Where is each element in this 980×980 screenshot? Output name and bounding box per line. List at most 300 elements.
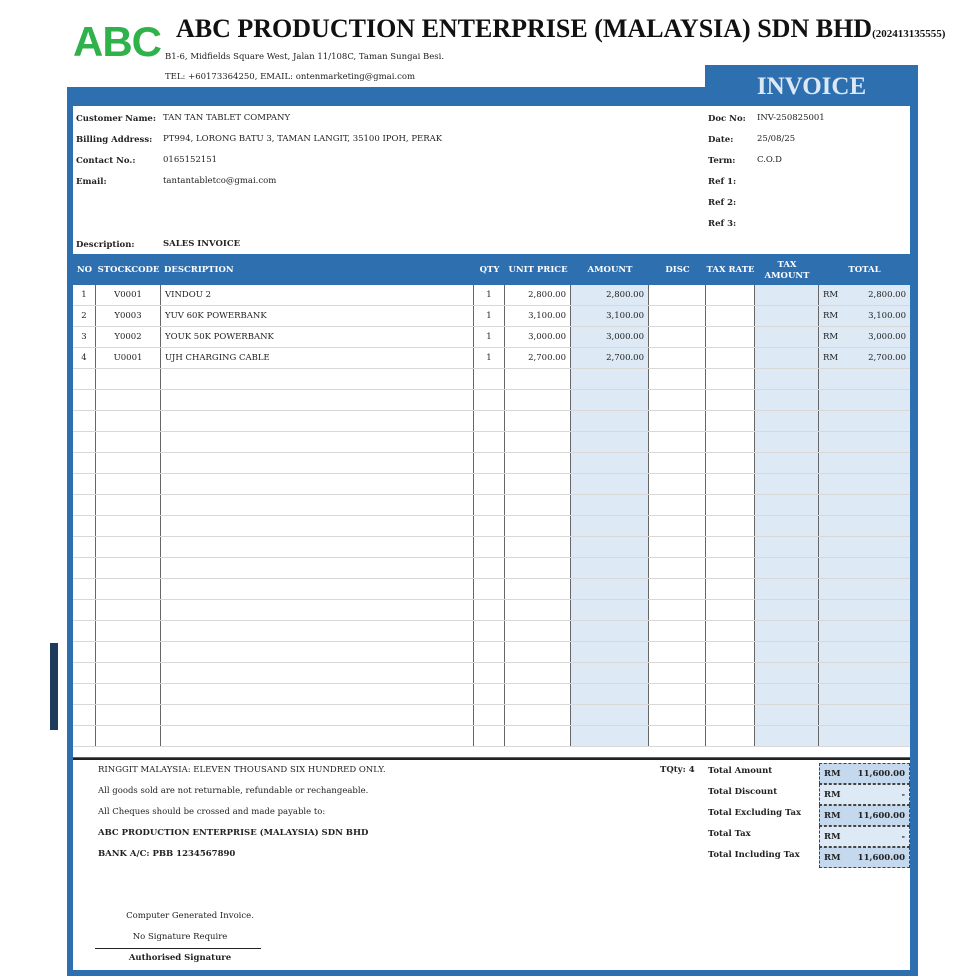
cell-qty [474, 663, 505, 683]
cell-unit-price [505, 642, 571, 662]
cell-unit-price [505, 663, 571, 683]
cell-unit-price [505, 537, 571, 557]
cell-amount [571, 495, 649, 515]
cell-qty [474, 705, 505, 725]
cell-unit-price [505, 558, 571, 578]
col-no: NO [76, 265, 93, 275]
col-disc: DISC [665, 265, 690, 275]
doc-no-label: Doc No: [708, 114, 746, 124]
cell-qty [474, 453, 505, 473]
cell-unit-price [505, 495, 571, 515]
cell-tax-rate [706, 579, 755, 599]
cell-description [161, 684, 474, 704]
cell-tax-amount [755, 348, 819, 368]
cell-amount [571, 642, 649, 662]
cell-stockcode [96, 579, 161, 599]
cell-disc [649, 600, 706, 620]
cell-total [819, 453, 910, 473]
cell-no: 2 [73, 306, 96, 326]
cell-no [73, 432, 96, 452]
cell-disc [649, 453, 706, 473]
cell-tax-amount [755, 663, 819, 683]
cell-stockcode [96, 390, 161, 410]
cell-stockcode [96, 495, 161, 515]
cell-tax-amount [755, 726, 819, 746]
cell-disc [649, 306, 706, 326]
table-row [73, 306, 910, 327]
cell-tax-rate [706, 516, 755, 536]
cell-amount [571, 453, 649, 473]
cell-tax-amount [755, 600, 819, 620]
currency: RM [824, 789, 841, 800]
cell-unit-price [505, 726, 571, 746]
cell-qty [474, 474, 505, 494]
currency: RM [824, 852, 841, 863]
cell-stockcode [96, 474, 161, 494]
cell-tax-amount [755, 621, 819, 641]
cell-total [819, 474, 910, 494]
cell-qty [474, 432, 505, 452]
table-row [73, 327, 910, 348]
cell-stockcode [96, 705, 161, 725]
cell-stockcode [96, 621, 161, 641]
cell-unit-price [505, 390, 571, 410]
registration-number: (202413135555) [872, 28, 946, 40]
contact-number: 0165152151 [163, 155, 218, 165]
cell-stockcode [96, 453, 161, 473]
cell-stockcode [96, 411, 161, 431]
cell-tax-rate [706, 537, 755, 557]
cell-no [73, 663, 96, 683]
cell-no [73, 453, 96, 473]
customer-name-label: Customer Name: [76, 114, 156, 124]
cell-tax-rate [706, 327, 755, 347]
currency: RM [824, 831, 841, 842]
table-row [73, 558, 910, 579]
cell-tax-rate [706, 600, 755, 620]
cell-amount [571, 537, 649, 557]
col-description: DESCRIPTION [164, 265, 234, 275]
cell-tax-rate [706, 369, 755, 389]
cell-description [161, 642, 474, 662]
cell-stockcode [96, 558, 161, 578]
cell-qty [474, 369, 505, 389]
cell-tax-rate [706, 285, 755, 305]
table-row [73, 684, 910, 705]
cell-unit-price: 2,800.00 [505, 285, 571, 305]
cell-total [819, 558, 910, 578]
no-signature-note: No Signature Require [132, 932, 228, 942]
bank-account: BANK A/C: PBB 1234567890 [98, 849, 236, 859]
date-label: Date: [708, 135, 734, 145]
cell-unit-price [505, 432, 571, 452]
cell-total [819, 327, 910, 347]
cell-total [819, 579, 910, 599]
table-row [73, 579, 910, 600]
col-unit-price: UNIT PRICE [508, 265, 568, 275]
cell-total [819, 642, 910, 662]
cell-no [73, 558, 96, 578]
cell-no [73, 474, 96, 494]
cell-tax-amount [755, 306, 819, 326]
cell-total [819, 306, 910, 326]
customer-info-panel [73, 106, 910, 254]
cell-total [819, 516, 910, 536]
cell-qty [474, 537, 505, 557]
cell-amount: 2,800.00 [571, 285, 649, 305]
cell-stockcode [96, 726, 161, 746]
cell-disc [649, 642, 706, 662]
cell-disc [649, 285, 706, 305]
cell-total [819, 600, 910, 620]
cell-amount [571, 600, 649, 620]
amount-in-words: RINGGIT MALAYSIA: ELEVEN THOUSAND SIX HUNDRED ONLY. [98, 765, 386, 775]
cell-tax-rate [706, 495, 755, 515]
email-label: Email: [76, 177, 107, 187]
table-row [73, 621, 910, 642]
company-address: B1-6, Midfields Square West, Jalan 11/108C, Taman Sungai Besi. [165, 52, 445, 62]
table-row [73, 411, 910, 432]
customer-name: TAN TAN TABLET COMPANY [163, 113, 291, 123]
col-stockcode: STOCKCODE [97, 265, 160, 275]
cell-unit-price: 3,100.00 [505, 306, 571, 326]
col-tax-amount: TAX AMOUNT [764, 259, 810, 281]
cell-total [819, 621, 910, 641]
billing-address: PT994, LORONG BATU 3, TAMAN LANGIT, 35100 IPOH, PERAK [163, 134, 443, 144]
cell-unit-price: 3,000.00 [505, 327, 571, 347]
cell-qty: 1 [474, 327, 505, 347]
cell-unit-price [505, 579, 571, 599]
table-row [73, 390, 910, 411]
cell-qty: 1 [474, 348, 505, 368]
cell-description [161, 390, 474, 410]
cell-tax-amount [755, 558, 819, 578]
line-total: 2,800.00 [868, 290, 906, 300]
cell-tax-amount [755, 327, 819, 347]
cell-disc [649, 726, 706, 746]
payee-name: ABC PRODUCTION ENTERPRISE (MALAYSIA) SDN BHD [98, 828, 369, 838]
cell-amount [571, 726, 649, 746]
col-total: TOTAL [848, 265, 881, 275]
cell-no [73, 726, 96, 746]
total-label: Total Excluding Tax [708, 808, 802, 818]
amount: - [901, 789, 905, 800]
cell-disc [649, 474, 706, 494]
cell-total [819, 537, 910, 557]
cell-tax-amount [755, 369, 819, 389]
cell-description [161, 432, 474, 452]
cell-disc [649, 411, 706, 431]
table-row [73, 453, 910, 474]
cell-description: YOUK 50K POWERBANK [161, 327, 474, 347]
cell-tax-amount [755, 705, 819, 725]
col-qty: QTY [479, 265, 500, 275]
cell-disc [649, 327, 706, 347]
cell-tax-rate [706, 390, 755, 410]
cell-unit-price [505, 600, 571, 620]
table-row [73, 600, 910, 621]
total-qty: TQty: 4 [660, 765, 695, 775]
cell-amount [571, 474, 649, 494]
cell-description [161, 411, 474, 431]
cell-tax-rate [706, 642, 755, 662]
cheque-note: All Cheques should be crossed and made payable to: [98, 807, 326, 817]
currency: RM [823, 353, 839, 363]
cell-amount [571, 621, 649, 641]
cell-disc [649, 558, 706, 578]
cell-description: VINDOU 2 [161, 285, 474, 305]
line-total: 2,700.00 [868, 353, 906, 363]
ref1-label: Ref 1: [708, 177, 737, 187]
company-name-text: ABC PRODUCTION ENTERPRISE (MALAYSIA) SDN BHD [176, 14, 873, 43]
cell-stockcode: Y0002 [96, 327, 161, 347]
cell-amount [571, 579, 649, 599]
cell-amount: 3,100.00 [571, 306, 649, 326]
cell-qty [474, 600, 505, 620]
cell-tax-amount [755, 285, 819, 305]
cell-disc [649, 621, 706, 641]
cell-description [161, 579, 474, 599]
cell-stockcode [96, 600, 161, 620]
cell-description [161, 474, 474, 494]
cell-disc [649, 348, 706, 368]
invoice-description: SALES INVOICE [163, 239, 241, 249]
term-label: Term: [708, 156, 736, 166]
total-value [819, 784, 910, 805]
cell-stockcode [96, 642, 161, 662]
cell-no [73, 537, 96, 557]
cell-unit-price [505, 453, 571, 473]
cell-amount [571, 432, 649, 452]
amount: 11,600.00 [857, 852, 905, 863]
contact-label: Contact No.: [76, 156, 136, 166]
col-tax-rate: TAX RATE [706, 265, 755, 275]
cell-total [819, 348, 910, 368]
cell-unit-price [505, 684, 571, 704]
cell-description [161, 495, 474, 515]
cell-disc [649, 684, 706, 704]
table-header [73, 256, 910, 285]
invoice-footer [73, 758, 910, 970]
cell-tax-amount [755, 453, 819, 473]
cell-disc [649, 495, 706, 515]
cell-unit-price [505, 621, 571, 641]
cell-amount [571, 705, 649, 725]
table-row [73, 705, 910, 726]
cell-qty [474, 642, 505, 662]
table-row [73, 516, 910, 537]
cell-no [73, 621, 96, 641]
cell-unit-price [505, 369, 571, 389]
cell-tax-amount [755, 684, 819, 704]
cell-tax-rate [706, 684, 755, 704]
cell-no [73, 369, 96, 389]
cell-no [73, 705, 96, 725]
cell-tax-rate [706, 705, 755, 725]
cell-tax-amount [755, 390, 819, 410]
cell-disc [649, 516, 706, 536]
cell-tax-rate [706, 348, 755, 368]
cell-tax-rate [706, 432, 755, 452]
currency: RM [824, 810, 841, 821]
billing-address-label: Billing Address: [76, 135, 153, 145]
cell-total [819, 663, 910, 683]
cell-tax-rate [706, 474, 755, 494]
table-row [73, 537, 910, 558]
cell-qty: 1 [474, 285, 505, 305]
cell-stockcode: U0001 [96, 348, 161, 368]
line-total: 3,100.00 [868, 311, 906, 321]
doc-no: INV-250825001 [757, 113, 825, 123]
cell-disc [649, 432, 706, 452]
description-label: Description: [76, 240, 135, 250]
cell-unit-price [505, 411, 571, 431]
amount: - [901, 831, 905, 842]
table-row [73, 348, 910, 369]
cell-no: 4 [73, 348, 96, 368]
cell-amount [571, 369, 649, 389]
cell-amount [571, 411, 649, 431]
total-label: Total Tax [708, 829, 751, 839]
total-label: Total Discount [708, 787, 778, 797]
cell-total [819, 705, 910, 725]
cell-disc [649, 705, 706, 725]
total-value [819, 763, 910, 784]
cell-tax-rate [706, 726, 755, 746]
invoice-title: INVOICE [705, 65, 918, 107]
cell-description [161, 558, 474, 578]
cell-total [819, 726, 910, 746]
col-amount: AMOUNT [587, 265, 633, 275]
cell-tax-amount [755, 474, 819, 494]
cell-tax-amount [755, 495, 819, 515]
cell-amount [571, 558, 649, 578]
cell-unit-price [505, 516, 571, 536]
cell-disc [649, 390, 706, 410]
cell-description [161, 516, 474, 536]
cell-disc [649, 579, 706, 599]
signature-line [95, 948, 261, 949]
cell-stockcode [96, 369, 161, 389]
customer-email: tantantabletco@gmai.com [163, 176, 277, 186]
cell-unit-price: 2,700.00 [505, 348, 571, 368]
cell-unit-price [505, 705, 571, 725]
cell-no [73, 684, 96, 704]
company-logo: ABC [73, 18, 161, 65]
cell-stockcode [96, 432, 161, 452]
total-label: Total Amount [708, 766, 773, 776]
cell-qty [474, 558, 505, 578]
currency: RM [823, 332, 839, 342]
cell-description: YUV 60K POWERBANK [161, 306, 474, 326]
cell-disc [649, 537, 706, 557]
company-contact: TEL: +60173364250, EMAIL: ontenmarketing@gmai.com [165, 72, 416, 82]
cell-amount [571, 516, 649, 536]
cell-tax-amount [755, 432, 819, 452]
side-bar-marker [50, 643, 58, 730]
cell-total [819, 432, 910, 452]
ref2-label: Ref 2: [708, 198, 737, 208]
cell-description [161, 369, 474, 389]
cell-unit-price [505, 474, 571, 494]
company-name [176, 14, 945, 44]
line-total: 3,000.00 [868, 332, 906, 342]
cell-total [819, 285, 910, 305]
cell-qty: 1 [474, 306, 505, 326]
cell-description [161, 705, 474, 725]
cell-description [161, 621, 474, 641]
cell-description [161, 663, 474, 683]
cell-tax-rate [706, 306, 755, 326]
cell-disc [649, 663, 706, 683]
cell-stockcode [96, 537, 161, 557]
computer-generated-note: Computer Generated Invoice. [126, 911, 254, 921]
cell-stockcode: Y0003 [96, 306, 161, 326]
cell-qty [474, 411, 505, 431]
currency: RM [823, 290, 839, 300]
cell-qty [474, 516, 505, 536]
cell-description [161, 537, 474, 557]
table-row [73, 663, 910, 684]
cell-no: 1 [73, 285, 96, 305]
cell-tax-rate [706, 558, 755, 578]
cell-no [73, 495, 96, 515]
cell-tax-amount [755, 537, 819, 557]
authorised-signature: Authorised Signature [128, 953, 232, 963]
doc-date: 25/08/25 [757, 134, 796, 144]
cell-stockcode [96, 684, 161, 704]
cell-amount: 2,700.00 [571, 348, 649, 368]
amount: 11,600.00 [857, 810, 905, 821]
table-row [73, 495, 910, 516]
table-row [73, 474, 910, 495]
cell-no [73, 600, 96, 620]
currency: RM [824, 768, 841, 779]
cell-no: 3 [73, 327, 96, 347]
return-policy-note: All goods sold are not returnable, refundable or rechangeable. [98, 786, 369, 796]
cell-no [73, 579, 96, 599]
cell-description [161, 726, 474, 746]
items-table [73, 285, 910, 757]
total-value [819, 805, 910, 826]
cell-stockcode: V0001 [96, 285, 161, 305]
cell-amount [571, 684, 649, 704]
cell-tax-rate [706, 453, 755, 473]
cell-tax-amount [755, 411, 819, 431]
cell-no [73, 516, 96, 536]
cell-tax-rate [706, 663, 755, 683]
cell-qty [474, 579, 505, 599]
cell-tax-amount [755, 642, 819, 662]
cell-qty [474, 726, 505, 746]
table-row [73, 369, 910, 390]
cell-description [161, 600, 474, 620]
cell-qty [474, 621, 505, 641]
cell-qty [474, 495, 505, 515]
cell-tax-amount [755, 579, 819, 599]
cell-tax-rate [706, 411, 755, 431]
cell-description: UJH CHARGING CABLE [161, 348, 474, 368]
cell-tax-rate [706, 621, 755, 641]
ref3-label: Ref 3: [708, 219, 737, 229]
total-value [819, 826, 910, 847]
total-label: Total Including Tax [708, 850, 800, 860]
cell-qty [474, 390, 505, 410]
cell-no [73, 390, 96, 410]
cell-tax-amount [755, 516, 819, 536]
cell-amount [571, 663, 649, 683]
total-value [819, 847, 910, 868]
